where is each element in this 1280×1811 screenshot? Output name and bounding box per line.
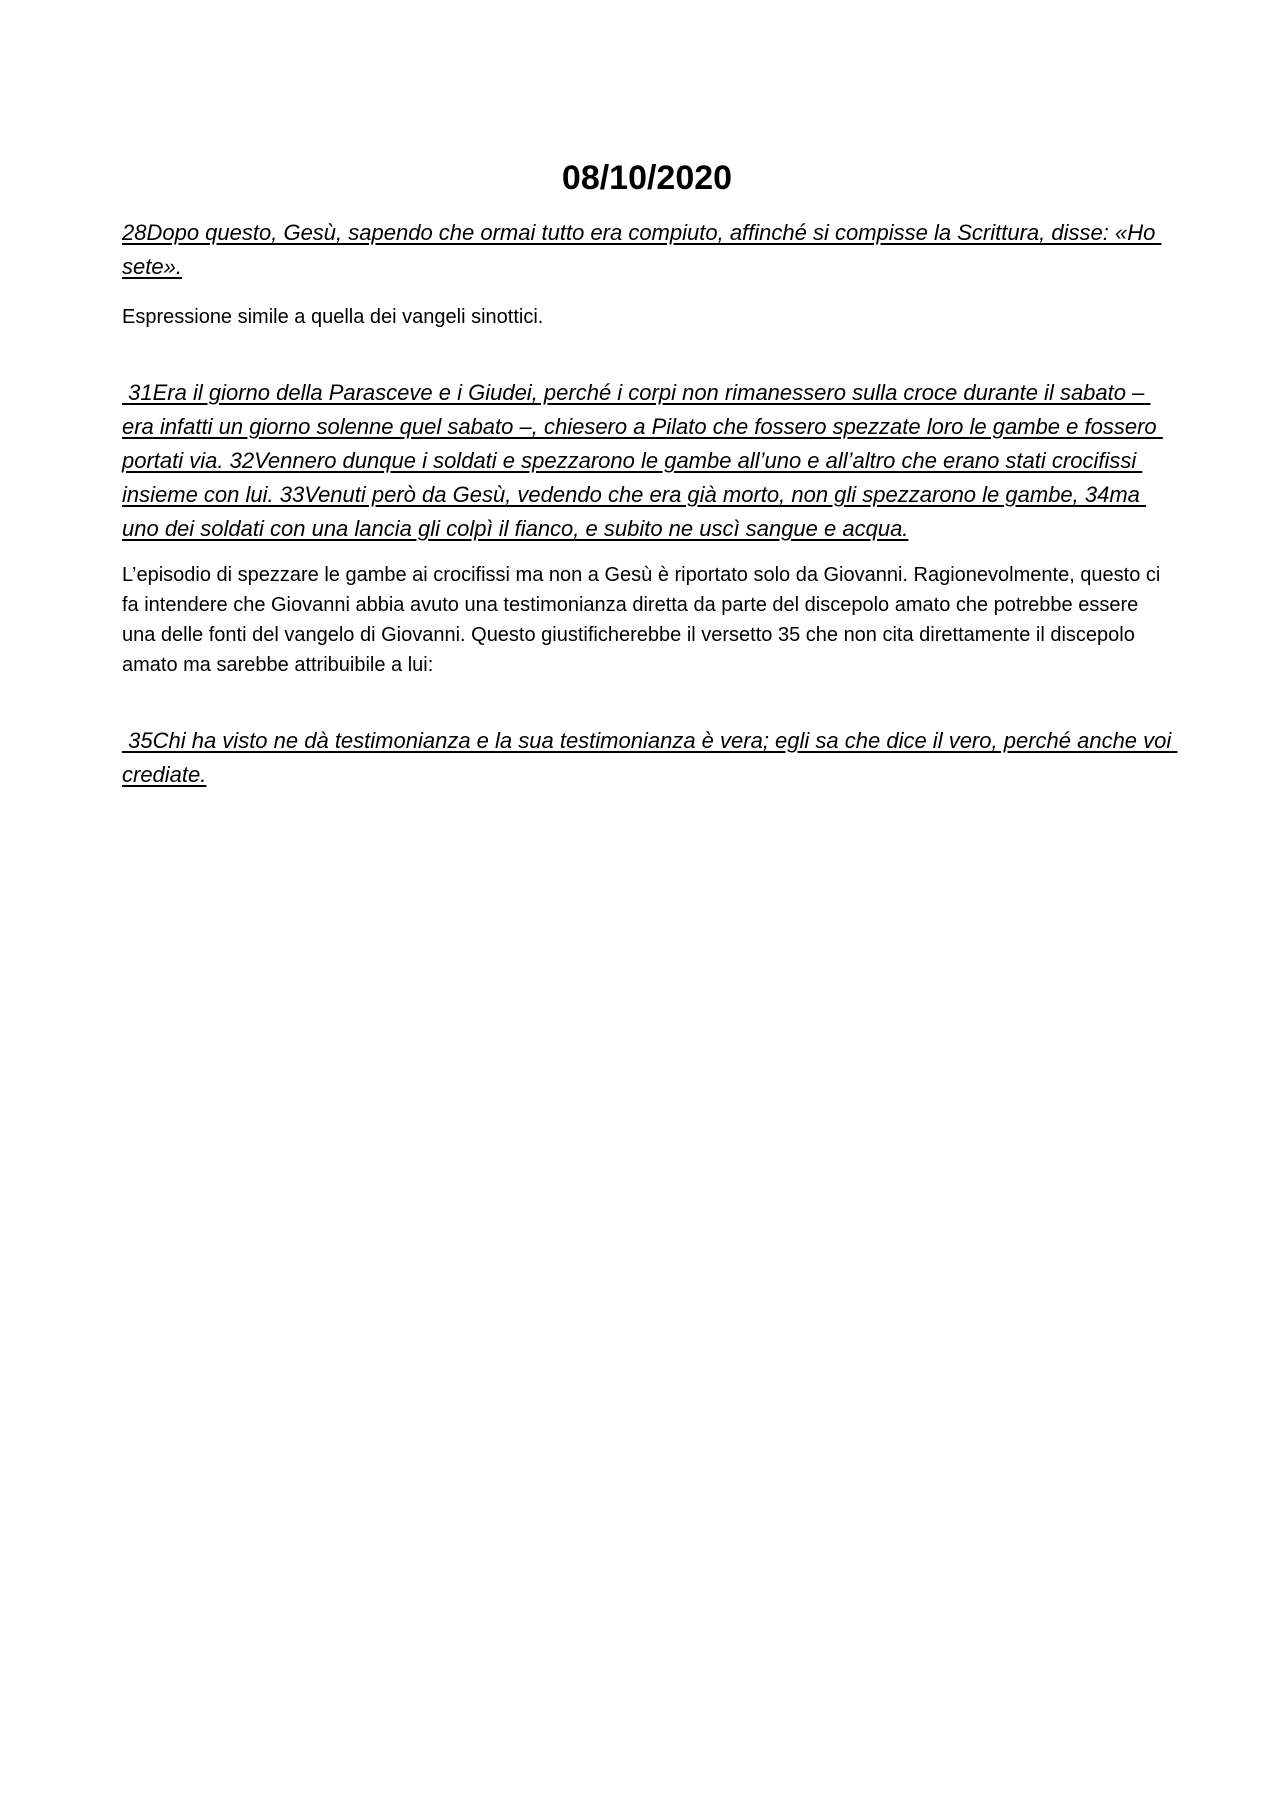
document-content — [122, 150, 1178, 792]
scripture-quote-35: 35Chi ha visto ne dà testimonianza e la sua testimonianza è vera; egli sa che dice il vero, perché anche voi crediate. — [122, 728, 1178, 787]
page-title: 08/10/2020 — [561, 159, 733, 197]
spacer — [122, 680, 1172, 724]
commentary-paragraph-2: L’episodio di spezzare le gambe ai crocifissi ma non a Gesù è riportato solo da Giovanni. Ragionevolmente, questo ci fa intendere che Giovanni abbia avuto una testimonianza diretta da parte del discepolo amato che potrebbe essere una delle fonti del vangelo di Giovanni. Questo giustificherebbe il versetto 35 che non cita direttamente il discepolo amato ma sarebbe attribuibile a lui: — [122, 564, 1161, 676]
commentary-paragraph-1: Espressione simile a quella dei vangeli sinottici. — [122, 306, 544, 328]
scripture-quote-31-34: 31Era il giorno della Parasceve e i Giudei, perché i corpi non rimanessero sulla croce durante il sabato – era infatti un giorno solenne quel sabato –, chiesero a Pilato che fossero spezzate loro le gambe e fossero portati via. 32Vennero dunque i soldati e spezzarono le gambe all’uno e all’altro che erano stati crocifissi insieme con lui. 33Venuti però da Gesù, vedendo che era già morto, non gli spezzarono le gambe, 34ma uno dei soldati con una lancia gli colpì il fianco, e subito ne uscì sangue e acqua. — [122, 380, 1163, 541]
spacer — [122, 546, 1172, 560]
spacer — [122, 332, 1172, 376]
spacer — [122, 284, 1172, 302]
scripture-quote-28: 28Dopo questo, Gesù, sapendo che ormai tutto era compiuto, affinché si compisse la Scrittura, disse: «Ho sete». — [122, 220, 1162, 279]
